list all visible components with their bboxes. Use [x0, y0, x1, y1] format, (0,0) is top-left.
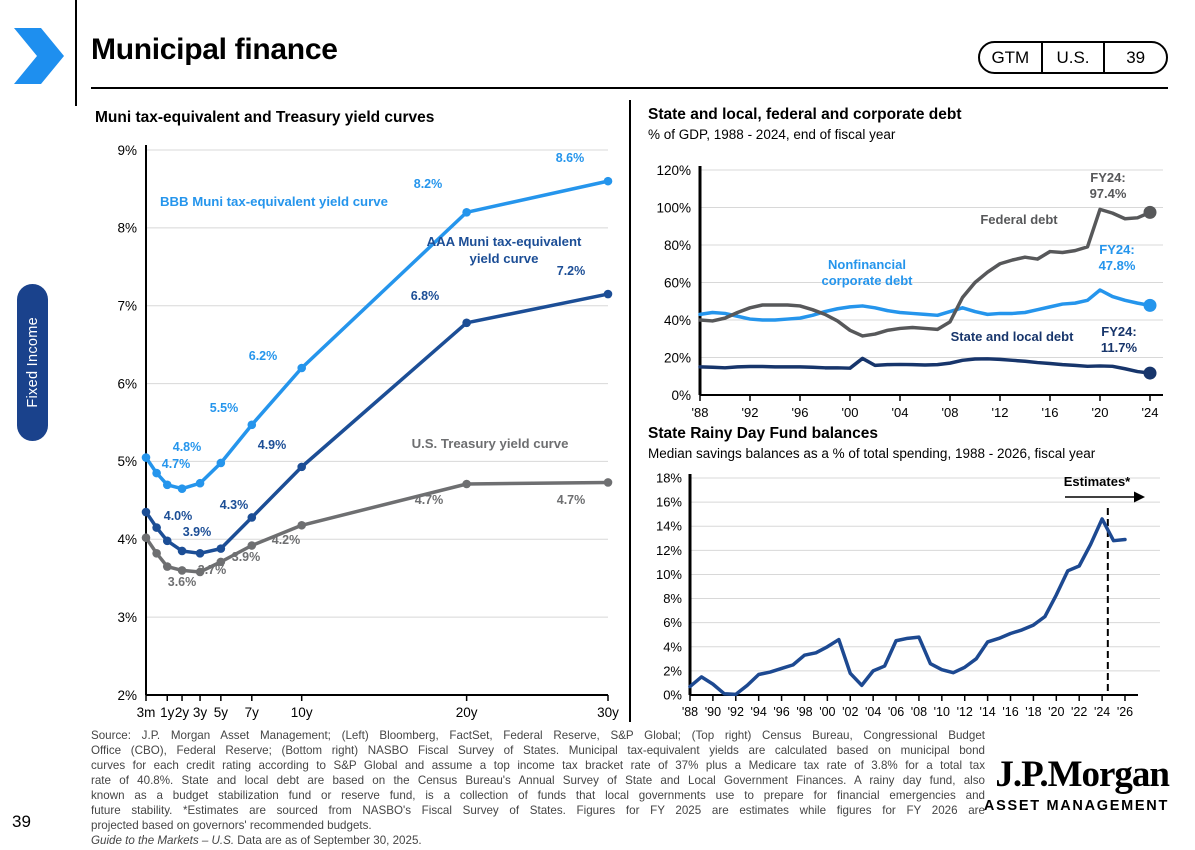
asset-management-label: ASSET MANAGEMENT: [983, 798, 1169, 814]
data-point: [604, 290, 613, 299]
y-tick-label: 6%: [117, 376, 137, 392]
point-label: 4.0%: [163, 509, 193, 523]
series-line: [146, 482, 608, 572]
y-tick-label: 60%: [663, 275, 691, 291]
series-annotation: 47.8%: [1098, 258, 1136, 273]
debt-chart: [645, 160, 1180, 422]
point-label: 3.9%: [182, 525, 212, 539]
yield-chart-title: Muni tax-equivalent and Treasury yield curves: [95, 109, 435, 126]
x-tick-label: '88: [681, 705, 699, 719]
series-annotation: Estimates*: [1063, 474, 1131, 489]
data-point: [152, 549, 161, 558]
x-tick-label: '00: [841, 405, 859, 420]
y-tick-label: 120%: [656, 162, 691, 178]
x-tick-label: '94: [750, 705, 767, 719]
x-tick-label: '22: [1071, 705, 1088, 719]
y-tick-label: 4%: [663, 639, 682, 655]
y-tick-label: 16%: [655, 494, 682, 510]
series-annotation: FY24:: [1090, 170, 1126, 185]
y-tick-label: 40%: [663, 312, 691, 328]
series-annotation: 97.4%: [1089, 186, 1127, 201]
x-tick-label: 1y: [160, 705, 175, 720]
data-point: [196, 479, 205, 488]
point-label: 3.9%: [231, 550, 261, 564]
point-label: 4.2%: [271, 533, 301, 547]
footnote-line: future stability. *Estimates are sourced from NASBO's Fiscal Survey of States. Figures for FY 2025 are estimates while figures for FY 2026 are: [91, 804, 985, 817]
footnote-line: curves for each credit rating according to S&P Global and assume a top income tax bracket rate of 37% plus a Medicare tax rate of 3.8% for a total tax: [91, 759, 985, 772]
x-tick-label: '26: [1116, 705, 1134, 719]
x-tick-label: 10y: [290, 705, 313, 720]
series-annotation: State and local debt: [950, 329, 1074, 344]
x-tick-label: '96: [773, 705, 790, 719]
gtm-badge: [978, 41, 1168, 74]
rainy-day-chart-subtitle: Median savings balances as a % of total spending, 1988 - 2026, fiscal year: [648, 446, 1096, 461]
x-tick-label: 2y: [174, 705, 190, 720]
point-label: 4.9%: [257, 438, 287, 452]
jpm-chevron-icon: [14, 28, 64, 84]
x-tick-label: '88: [691, 405, 709, 420]
series-annotation: Nonfinancial: [827, 257, 907, 272]
x-tick-label: '08: [910, 705, 928, 719]
gtm-title: Guide to the Markets – U.S.: [91, 834, 235, 847]
series-line: [700, 209, 1150, 336]
page-title: Municipal finance: [91, 33, 338, 66]
x-tick-label: '98: [796, 705, 813, 719]
header-vertical-rule: [75, 0, 77, 106]
data-point: [247, 421, 256, 430]
yield-curve-chart: [92, 140, 640, 722]
y-tick-label: 2%: [663, 663, 682, 679]
debt-chart-subtitle: % of GDP, 1988 - 2024, end of fiscal year: [648, 127, 896, 142]
x-tick-label: '92: [741, 405, 759, 420]
header-rule: [91, 87, 1168, 89]
data-point: [462, 208, 471, 217]
data-point: [247, 513, 256, 522]
data-point: [604, 177, 613, 186]
data-point: [163, 537, 172, 546]
data-point: [462, 480, 471, 489]
x-tick-label: 20y: [455, 705, 478, 720]
series-label: yield curve: [469, 251, 539, 266]
x-tick-label: '00: [819, 705, 836, 719]
x-tick-label: '08: [941, 405, 959, 420]
y-tick-label: 3%: [117, 609, 137, 625]
y-tick-label: 80%: [663, 237, 691, 253]
badge-gtm-label: GTM: [991, 47, 1030, 67]
series-end-dot: [1144, 367, 1157, 380]
y-tick-label: 8%: [663, 591, 682, 607]
data-point: [163, 480, 172, 489]
series-annotation: corporate debt: [821, 273, 913, 288]
x-tick-label: '02: [842, 705, 859, 719]
x-tick-label: '90: [704, 705, 722, 719]
x-tick-label: '14: [979, 705, 996, 719]
data-point: [178, 566, 187, 575]
data-point: [142, 453, 151, 462]
data-point: [462, 319, 471, 328]
x-tick-label: '18: [1025, 705, 1042, 719]
y-tick-label: 7%: [117, 298, 137, 314]
point-label: 4.7%: [414, 493, 444, 507]
x-tick-label: '20: [1091, 405, 1109, 420]
point-label: 4.8%: [172, 440, 202, 454]
y-tick-label: 100%: [656, 200, 691, 216]
data-as-of: Data are as of September 30, 2025.: [234, 834, 422, 847]
y-tick-label: 6%: [663, 615, 682, 631]
point-label: 4.7%: [556, 493, 586, 507]
y-tick-label: 8%: [117, 220, 137, 236]
footnote-line: Source: J.P. Morgan Asset Management; (Left) Bloomberg, FactSet, Federal Reserve, S&P Global; (Top right) Census Bureau, Congressional Budget: [91, 729, 985, 742]
point-label: 6.8%: [410, 289, 440, 303]
data-point: [217, 459, 226, 468]
data-point: [178, 547, 187, 556]
rainy-day-chart-title: State Rainy Day Fund balances: [648, 425, 878, 442]
x-tick-label: 3y: [192, 705, 208, 720]
y-tick-label: 0%: [671, 387, 691, 403]
point-label: 6.2%: [248, 349, 278, 363]
x-tick-label: '24: [1093, 705, 1111, 719]
sidebar-tab-label: Fixed Income: [24, 317, 41, 408]
series-line: [700, 358, 1150, 373]
footnote-line: projected based on governors' recommended budgets.: [91, 819, 372, 832]
x-tick-label: '92: [727, 705, 744, 719]
point-label: 7.2%: [556, 264, 586, 278]
x-tick-label: '24: [1141, 405, 1159, 420]
jpmorgan-wordmark: J.P.Morgan: [995, 754, 1169, 795]
data-point: [152, 523, 161, 532]
x-tick-label: '12: [991, 405, 1009, 420]
x-tick-label: 30y: [597, 705, 619, 720]
data-point: [178, 484, 187, 493]
data-point: [297, 463, 306, 472]
estimates-arrow-head: [1134, 492, 1145, 503]
series-line: [690, 519, 1125, 694]
point-label: 8.2%: [413, 177, 443, 191]
series-end-dot: [1144, 299, 1157, 312]
y-tick-label: 0%: [663, 687, 682, 703]
series-label: U.S. Treasury yield curve: [411, 436, 569, 451]
series-annotation: Federal debt: [980, 212, 1058, 227]
footnote-line: known as a budget stabilization fund or reserve fund, is a collection of funds that local governments use to prepare for financial emergencies and: [91, 789, 985, 802]
badge-page-number: 39: [1103, 43, 1166, 72]
point-label: 4.3%: [219, 498, 249, 512]
rainy-day-chart: [645, 460, 1180, 722]
x-tick-label: '96: [791, 405, 809, 420]
data-point: [196, 549, 205, 558]
y-tick-label: 20%: [663, 350, 691, 366]
y-tick-label: 10%: [655, 566, 682, 582]
data-point: [604, 478, 613, 487]
source-footnote: [91, 728, 985, 848]
debt-chart-title: State and local, federal and corporate debt: [648, 106, 962, 123]
series-annotation: 11.7%: [1100, 340, 1138, 355]
x-tick-label: '16: [1002, 705, 1019, 719]
series-label: AAA Muni tax-equivalent: [426, 234, 582, 249]
x-tick-label: '04: [865, 705, 882, 719]
data-point: [247, 541, 256, 550]
x-tick-label: 7y: [244, 705, 259, 720]
point-label: 5.5%: [209, 401, 239, 415]
point-label: 3.6%: [167, 575, 197, 589]
y-tick-label: 14%: [655, 518, 682, 534]
data-point: [142, 533, 151, 542]
series-annotation: FY24:: [1099, 242, 1135, 257]
series-annotation: FY24:: [1101, 324, 1137, 339]
x-tick-label: '16: [1041, 405, 1059, 420]
y-tick-label: 12%: [655, 542, 682, 558]
gtm-date-line: [91, 833, 985, 848]
y-tick-label: 5%: [117, 454, 137, 470]
x-tick-label: '04: [891, 405, 909, 420]
data-point: [297, 521, 306, 530]
x-tick-label: 3m: [136, 705, 156, 720]
point-label: 4.7%: [161, 457, 191, 471]
page-number: 39: [12, 812, 31, 831]
y-tick-label: 9%: [117, 142, 137, 158]
footnote-line: rate of 40.8%. State and local debt are based on the Census Bureau's Annual Survey of State and Local Government Finances. A rainy day fund, also: [91, 774, 985, 787]
footnote-line: Office (CBO), Federal Reserve; (Bottom right) NASBO Fiscal Survey of States. Municipal tax-equivalent yields are calculated based on municipal bond: [91, 744, 985, 757]
y-tick-label: 4%: [117, 532, 137, 548]
data-point: [163, 562, 172, 571]
x-tick-label: '06: [887, 705, 905, 719]
data-point: [142, 508, 151, 517]
sidebar-tab-fixed-income[interactable]: [17, 284, 48, 441]
badge-region-label: U.S.: [1041, 43, 1104, 72]
data-point: [297, 364, 306, 373]
data-point: [152, 469, 161, 478]
y-tick-label: 18%: [655, 470, 682, 486]
series-end-dot: [1144, 206, 1157, 219]
jpmorgan-logo: [984, 755, 1169, 814]
point-label: 3.7%: [197, 563, 227, 577]
series-label: BBB Muni tax-equivalent yield curve: [160, 194, 388, 209]
point-label: 8.6%: [555, 151, 585, 165]
y-tick-label: 2%: [117, 687, 137, 703]
data-point: [217, 544, 226, 553]
x-tick-label: '20: [1048, 705, 1065, 719]
x-tick-label: 5y: [213, 705, 228, 720]
x-tick-label: '12: [956, 705, 973, 719]
x-tick-label: '10: [933, 705, 950, 719]
series-line: [146, 294, 608, 553]
